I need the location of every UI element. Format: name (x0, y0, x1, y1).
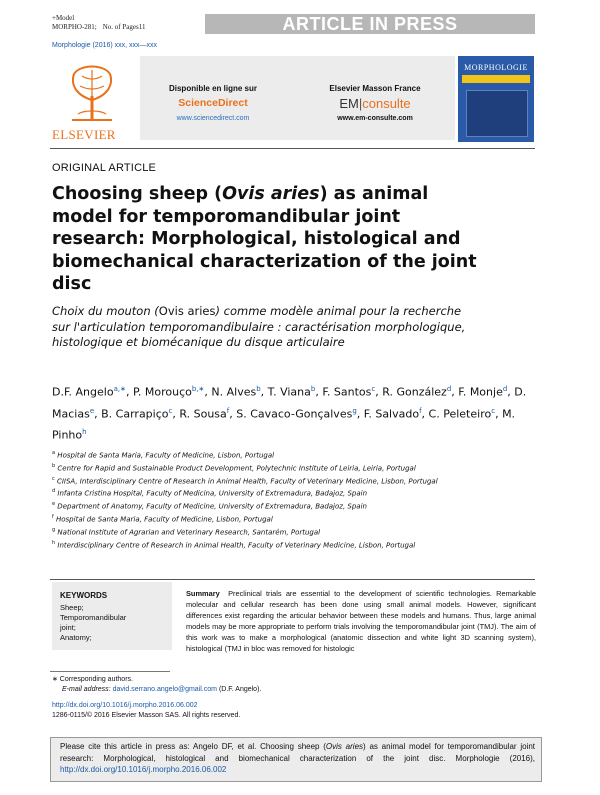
affiliation-text: Interdisciplinary Centre of Research in Animal Health, Faculty of Veterinary Medicine, Lisbon, Portugal (55, 541, 416, 550)
author-name: D. Macias (52, 385, 527, 421)
affiliation-text: Infanta Cristina Hospital, Faculty of Medicina, University of Extremadura, Badajoz, Spain (55, 489, 368, 498)
footnote-divider (50, 671, 170, 672)
title-pre: Choosing sheep ( (52, 184, 223, 204)
title-post: ) as animal model for temporomandibular joint research: Morphological, histological and biomechanical characterization of the joint disc (52, 184, 477, 294)
available-online-label: Disponible en ligne sur (168, 84, 257, 93)
author-name: F. Salvado (363, 407, 420, 421)
french-title (52, 304, 482, 351)
citation-species: Ovis aries (325, 742, 364, 751)
em-part: EM (339, 96, 359, 111)
page-count: No. of Pages11 (102, 23, 146, 31)
author-affiliation-marker[interactable]: c (491, 406, 496, 415)
author-affiliation-marker[interactable]: d (446, 385, 452, 393)
affiliation-key: d (52, 488, 56, 495)
citation-pre: Please cite this article in press as: Angelo DF, et al. Choosing sheep ( (60, 742, 326, 751)
author-affiliation-marker[interactable]: b (256, 385, 261, 393)
affiliation-text: Hospital de Santa Maria, Faculty of Medicine, Lisbon, Portugal (55, 451, 275, 460)
sciencedirect-logo: ScienceDirect (178, 97, 248, 109)
cover-title: MORPHOLOGIE (464, 63, 528, 72)
article-type: ORIGINAL ARTICLE (52, 162, 157, 174)
corresponding-label: ∗ Corresponding authors. (52, 676, 133, 683)
author-affiliation-marker[interactable]: g (352, 406, 357, 415)
author-name: T. Viana (267, 385, 311, 399)
author-affiliation-marker[interactable]: b (310, 385, 316, 393)
author-name: M. Pinho (52, 407, 516, 442)
cover-stripe (462, 75, 530, 83)
title-species: Ovis aries (222, 184, 320, 204)
affiliation-item (52, 448, 522, 461)
article-in-press-banner: ARTICLE IN PRESS (205, 14, 535, 34)
em-consulte-logo: EM|consulte (339, 96, 411, 111)
issn-copyright: 1286-0115/© 2016 Elsevier Masson SAS. All rights reserved. (52, 712, 241, 719)
header-divider (50, 148, 535, 149)
keyword-item: Anatomy; (60, 633, 92, 642)
citation-post: ) as animal model for temporomandibular joint research: Morphological, histological and biomechanical characterization of the joint disc. Morphologie (2016), (60, 742, 536, 763)
affiliation-key: f (52, 514, 54, 521)
em-consulte-link[interactable]: www.em-consulte.com (337, 115, 413, 122)
author-name: D.F. Angelo (52, 385, 114, 399)
affiliation-item (52, 525, 522, 538)
keywords-list (60, 603, 126, 643)
summary-text: Preclinical trials are essential to the development of scientific technologies. Remarkable molecular and cellular research has been done using small animal models. However, significant differences exist regarding the articular behavior between these models and humans. Thus, large animal models may be more appropriate to perform trials involving the temporomandibular joint (TMJ). The aim of this work was to make a morphological (anatomic dissection and white light 3D scanning system), histological (TMJ in bloc was removed for histologic (186, 589, 536, 653)
author-name: B. Carrapiço (101, 407, 169, 421)
doi-link[interactable]: http://dx.doi.org/10.1016/j.morpho.2016.06.002 (52, 702, 198, 709)
affiliation-key: e (52, 501, 56, 508)
affiliation-item (52, 486, 522, 499)
author-name: F. Santos (322, 385, 372, 399)
keyword-item: Temporomandibular (60, 613, 127, 622)
author-affiliation-marker[interactable]: f (226, 406, 230, 415)
journal-reference[interactable]: Morphologie (2016) xxx, xxx—xxx (52, 42, 158, 49)
affiliation-item (52, 461, 522, 474)
author-name: S. Cavaco-Gonçalves (236, 407, 353, 421)
summary-abstract (186, 588, 536, 654)
abstract-divider (50, 579, 535, 580)
author-affiliation-marker[interactable]: h (82, 428, 87, 437)
citation-doi-link[interactable]: http://dx.doi.org/10.1016/j.morpho.2016.06.002 (60, 765, 227, 774)
author-list: D.F. Angelo$^{a,∗}$, P. Morouço$^{b,∗}$, N. Alves$^b$, T. Viana$^b$, F. Santos$^c$, R. González$^d$, F. Monje$^d$, D. Macias$^e$, B. Carrapiço$^c$, R. Sousa$^f$, S. Cavaco-Gonçalves$^g$, F. Salvado$^f$, C. Peleteiro$^c$, M. Pinho$^h$ (52, 385, 527, 442)
affiliation-item (52, 538, 522, 551)
summary-label: Summary (186, 589, 220, 598)
email-link[interactable]: david.serrano.angelo@gmail.com (112, 686, 217, 693)
affiliation-key: a (52, 450, 56, 456)
cover-illustration (466, 90, 528, 137)
affiliation-text: Hospital de Santa Maria, Faculty of Medicine, Lisbon, Portugal (53, 515, 273, 524)
elsevier-wordmark: ELSEVIER (52, 127, 116, 142)
affiliation-text: National Institute of Agrarian and Veterinary Research, Santarém, Portugal (55, 528, 321, 537)
email-owner: (D.F. Angelo). (218, 686, 262, 693)
affiliation-key: b (52, 462, 56, 469)
author-name: F. Monje (458, 385, 503, 399)
author-affiliation-marker[interactable]: b,∗ (191, 385, 205, 393)
sciencedirect-link[interactable]: www.sciencedirect.com (176, 115, 250, 122)
affiliation-text: Department of Anatomy, Faculty of Medicine, University of Extremadura, Badajoz, Spain (55, 502, 367, 511)
author-affiliation-marker[interactable]: e (89, 406, 95, 415)
keyword-item: Sheep; (60, 603, 84, 612)
affiliation-key: c (52, 475, 55, 482)
affiliation-text: CIISA, Interdisciplinary Centre of Research in Animal Health, Faculty of Veterinary Medicine, Lisbon, Portugal (54, 476, 438, 485)
author-affiliation-marker[interactable]: c (168, 406, 173, 415)
affiliation-text: Centre for Rapid and Sustainable Product Development, Polytechnic Institute of Leiria, Leiria, Portugal (55, 464, 416, 473)
elsevier-masson-label: Elsevier Masson France (329, 84, 421, 93)
affiliation-key: g (52, 526, 56, 533)
article-title (52, 183, 492, 296)
french-title-post: ) comme modèle animal pour la recherche sur l'articulation temporomandibulaire : caractérisation morphologique, histologique et biomécanique du disque articulaire (52, 304, 466, 349)
french-title-pre: Choix du mouton ( (52, 304, 159, 318)
author-affiliation-marker[interactable]: a,∗ (113, 385, 126, 393)
affiliation-list (52, 448, 522, 551)
affiliation-item (52, 499, 522, 512)
email-label: E-mail address: (62, 686, 111, 693)
manuscript-code: MORPHO-281; (52, 23, 97, 31)
consulte-part: consulte (362, 96, 411, 111)
author-affiliation-marker[interactable]: c (371, 385, 376, 393)
affiliation-key: h (52, 539, 56, 546)
author-name: P. Morouço (132, 385, 192, 399)
keywords-title: KEYWORDS (60, 591, 108, 600)
keyword-item: joint; (60, 623, 76, 632)
author-name: N. Alves (211, 385, 257, 399)
author-affiliation-marker[interactable]: f (419, 406, 422, 415)
author-affiliation-marker[interactable]: d (502, 385, 508, 393)
author-name: R. Sousa (179, 407, 227, 421)
corresponding-author-note (52, 675, 261, 695)
french-title-species: Ovis aries (158, 304, 216, 318)
author-name: R. González (382, 385, 447, 399)
affiliation-item (52, 474, 522, 487)
manuscript-model-info (52, 14, 151, 32)
citation-text (60, 741, 535, 776)
model-label: +Model (52, 14, 75, 22)
affiliation-item (52, 512, 522, 525)
author-name: C. Peleteiro (428, 407, 492, 421)
